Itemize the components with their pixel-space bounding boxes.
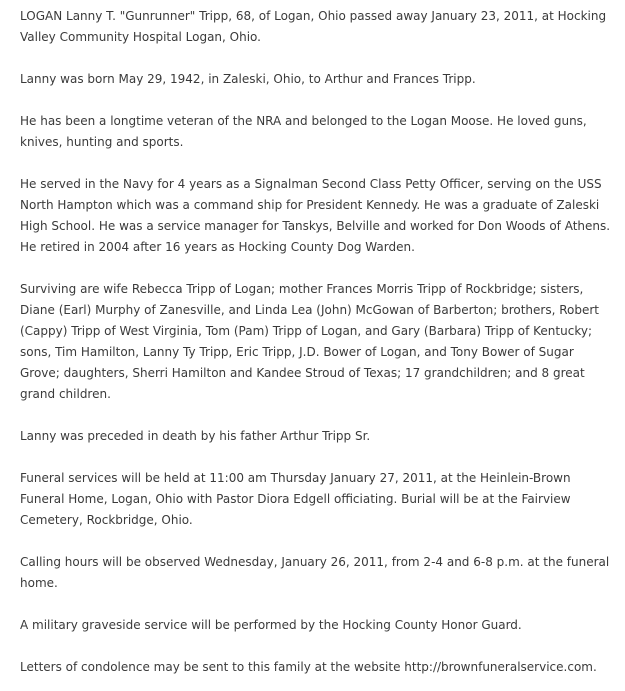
- paragraph-survivors: Surviving are wife Rebecca Tripp of Logan; mother Frances Morris Tripp of Rockbridge; sisters, Diane (Earl) Murphy of Zanesville, and Linda Lea (John) McGowan of Barberton; brothers, Robert (Cappy) Tripp of West Virginia, Tom (Pam) Tripp of Logan, and Gary (Barbara) Tripp of Kentucky; sons, Tim Hamilton, Lanny Ty Tripp, Eric Tripp, J.D. Bower of Logan, and Tony Bower of Sugar Grove; daughters, Sherri Hamilton and Kandee Stroud of Texas; 17 grandchildren; and 8 great grand children.: [20, 282, 599, 401]
- paragraph-funeral: Funeral services will be held at 11:00 am Thursday January 27, 2011, at the Heinlein-Brown Funeral Home, Logan, Ohio with Pastor Diora Edgell officiating. Burial will be at the Fairview Cemetery, Rockbridge, Ohio.: [20, 471, 571, 527]
- paragraph-condolences: Letters of condolence may be sent to this family at the website http://brownfuneralservice.com.: [20, 660, 597, 674]
- paragraph-graveside: A military graveside service will be performed by the Hocking County Honor Guard.: [20, 618, 522, 632]
- paragraph-calling-hours: Calling hours will be observed Wednesday, January 26, 2011, from 2-4 and 6-8 p.m. at the funeral home.: [20, 555, 610, 590]
- paragraph-career: He served in the Navy for 4 years as a Signalman Second Class Petty Officer, serving on the USS North Hampton which was a command ship for President Kennedy. He was a graduate of Zaleski High School. He was a service manager for Tanskys, Belville and worked for Don Woods of Athens. He retired in 2004 after 16 years as Hocking County Dog Warden.: [20, 177, 611, 254]
- paragraph-preceded: Lanny was preceded in death by his father Arthur Tripp Sr.: [20, 429, 371, 443]
- paragraph-announcement: LOGAN Lanny T. "Gunrunner" Tripp, 68, of Logan, Ohio passed away January 23, 2011, at Hocking Valley Community Hospital Logan, Ohio.: [20, 9, 607, 44]
- paragraph-birth: Lanny was born May 29, 1942, in Zaleski, Ohio, to Arthur and Frances Tripp.: [20, 72, 476, 86]
- paragraph-interests: He has been a longtime veteran of the NRA and belonged to the Logan Moose. He loved guns, knives, hunting and sports.: [20, 114, 587, 149]
